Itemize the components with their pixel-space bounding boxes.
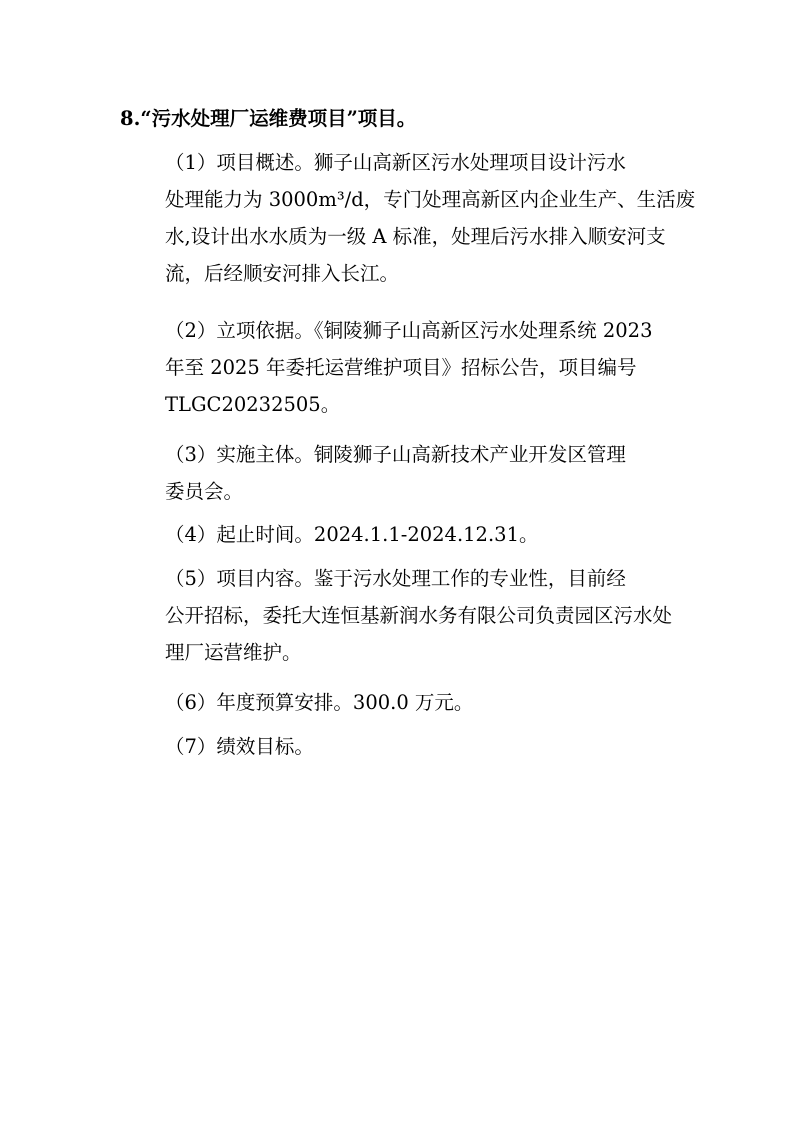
paragraph-line: 流，后经顺安河排入长江。	[165, 262, 400, 285]
paragraph-line: TLGC20232505。	[165, 393, 341, 416]
paragraph-line: （2）立项依据。《铜陵狮子山高新区污水处理系统 2023	[165, 319, 653, 342]
paragraph-line: （3）实施主体。铜陵狮子山高新技术产业开发区管理	[165, 443, 626, 466]
paragraph-line: （4）起止时间。2024.1.1-2024.12.31。	[165, 523, 539, 546]
paragraph-project-overview	[120, 144, 696, 292]
paragraph-performance-goals	[120, 728, 676, 765]
paragraph-annual-budget	[120, 684, 676, 721]
paragraph-line: 年至 2025 年委托运营维护项目》招标公告，项目编号	[165, 356, 637, 379]
paragraph-implementing-entity	[120, 436, 676, 510]
section-heading: 8.“污水处理厂运维费项目”项目。	[120, 107, 417, 130]
paragraph-line: （5）项目内容。鉴于污水处理工作的专业性，目前经	[165, 567, 626, 590]
paragraph-line: 处理能力为 3000m³/d，专门处理高新区内企业生产、生活废	[165, 188, 696, 211]
paragraph-period	[120, 516, 676, 553]
paragraph-line: 公开招标，委托大连恒基新润水务有限公司负责园区污水处	[165, 604, 673, 627]
paragraph-line: （7）绩效目标。	[165, 735, 314, 758]
paragraph-project-basis	[120, 312, 676, 423]
paragraph-line: 理厂运营维护。	[165, 641, 302, 664]
paragraph-line: 委员会。	[165, 480, 244, 503]
paragraph-line: （1）项目概述。狮子山高新区污水处理项目设计污水	[165, 151, 626, 174]
paragraph-line: （6）年度预算安排。300.0 万元。	[165, 691, 474, 714]
paragraph-project-content	[120, 560, 676, 671]
paragraph-line: 水,设计出水水质为一级 A 标准，处理后污水排入顺安河支	[165, 225, 666, 248]
